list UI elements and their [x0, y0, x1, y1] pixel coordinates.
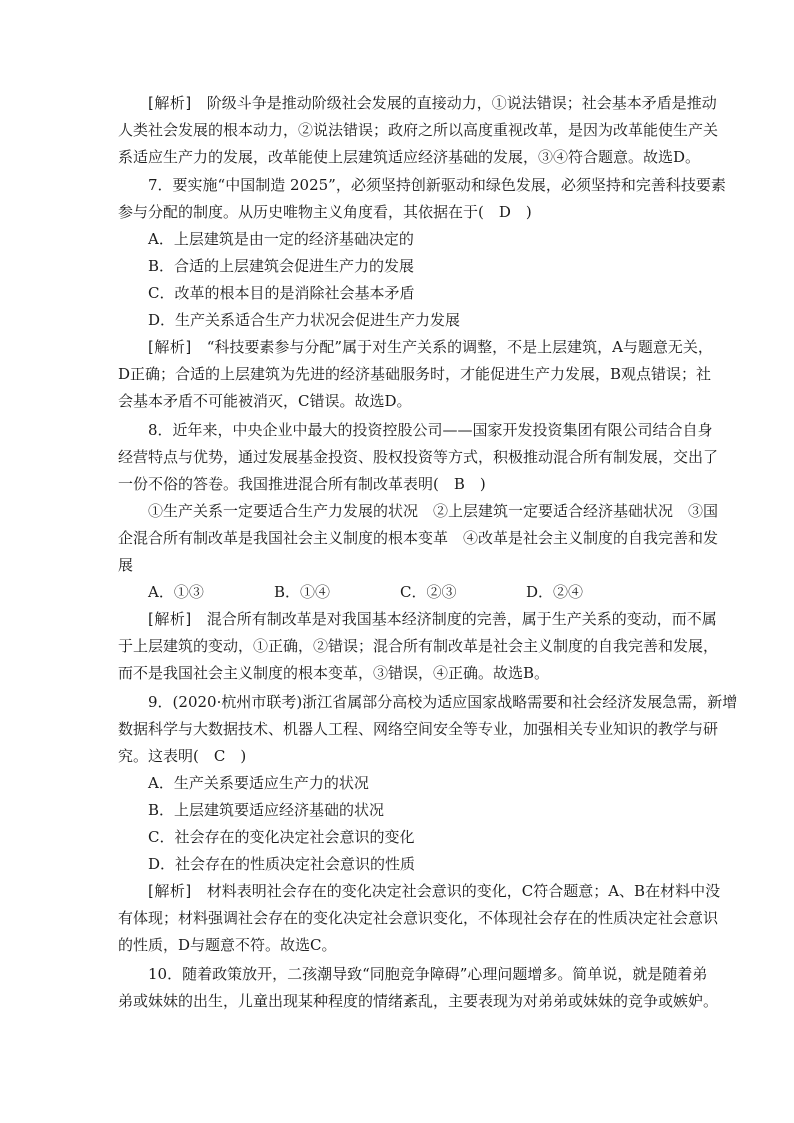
question-10: [118, 961, 719, 1015]
option-a: A．上层建筑是由一定的经济基础决定的: [148, 230, 414, 248]
analysis-line: 人类社会发展的根本动力，②说法错误；政府之所以高度重视改革，是因为改革能使生产关: [118, 121, 719, 139]
analysis-line: 会基本矛盾不可能被消灭，C错误。故选D。: [118, 392, 412, 410]
option-b: B．合适的上层建筑会促进生产力的发展: [148, 257, 415, 275]
statement-list: ①生产关系一定要适合生产力发展的状况 ②上层建筑一定要适合经济基础状况 ③国: [148, 502, 719, 520]
analysis-line: 有体现；材料强调社会存在的变化决定社会意识变化，不体现社会存在的性质决定社会意识: [118, 909, 719, 927]
option-c: C．改革的根本目的是消除社会基本矛盾: [148, 284, 415, 302]
question-stem: 数据科学与大数据技术、机器人工程、网络空间安全等专业，加强相关专业知识的教学与研: [118, 720, 719, 738]
question-8: [118, 417, 719, 687]
analysis-line: 系适应生产力的发展，改革能使上层建筑适应经济基础的发展，③④符合题意。故选D。: [118, 148, 701, 166]
option-a: A．①③: [148, 583, 204, 601]
question-7: [118, 172, 726, 415]
option-c: C．社会存在的变化决定社会意识的变化: [148, 828, 415, 846]
analysis-line: [解析] 阶级斗争是推动阶级社会发展的直接动力，①说法错误；社会基本矛盾是推动: [148, 94, 717, 112]
statement-list: 展: [118, 556, 134, 574]
option-d: D．生产关系适合生产力状况会促进生产力发展: [148, 311, 461, 329]
option-b: B．上层建筑要适应经济基础的状况: [148, 801, 385, 819]
analysis-label: [解析]: [148, 94, 192, 112]
analysis-q6: [118, 90, 719, 171]
question-stem: 8．近年来，中央企业中最大的投资控股公司——国家开发投资集团有限公司结合自身: [148, 421, 713, 439]
question-stem: 一份不俗的答卷。我国推进混合所有制改革表明( B ): [118, 475, 486, 493]
analysis-line: 于上层建筑的变动，①正确，②错误；混合所有制改革是社会主义制度的自我完善和发展，: [118, 637, 719, 655]
question-stem: 参与分配的制度。从历史唯物主义角度看，其依据在于( D ): [118, 203, 532, 221]
question-stem: 7．要实施“中国制造 2025”，必须坚持创新驱动和绿色发展，必须坚持和完善科技要素: [148, 176, 726, 194]
question-stem: 10．随着政策放开，二孩潮导致“同胞竞争障碍”心理问题增多。简单说，就是随着弟: [148, 965, 708, 983]
analysis-line: [解析] “科技要素参与分配”属于对生产关系的调整，不是上层建筑，A与题意无关，: [148, 338, 713, 356]
analysis-label: [解析]: [148, 882, 192, 900]
analysis-line: 而不是我国社会主义制度的根本变革，③错误，④正确。故选B。: [118, 664, 550, 682]
analysis-line: [解析] 混合所有制改革是对我国基本经济制度的完善，属于生产关系的变动，而不属: [148, 610, 717, 628]
option-a: A．生产关系要适应生产力的状况: [148, 774, 369, 792]
option-c: C．②③: [400, 583, 457, 601]
question-stem: 究。这表明( C ): [118, 747, 247, 765]
statement-list: 企混合所有制改革是我国社会主义制度的根本变革 ④改革是社会主义制度的自我完善和发: [118, 529, 719, 547]
analysis-line: 的性质，D与题意不符。故选C。: [118, 936, 337, 954]
analysis-label: [解析]: [148, 338, 192, 356]
option-row: [118, 579, 678, 606]
question-9: [118, 689, 738, 959]
question-stem: 经营特点与优势，通过发展基金投资、股权投资等方式，积极推动混合所有制发展，交出了: [118, 448, 719, 466]
analysis-label: [解析]: [148, 610, 192, 628]
analysis-line: D正确；合适的上层建筑为先进的经济基础服务时，才能促进生产力发展，B观点错误；社: [118, 365, 712, 383]
question-stem: 弟或妹妹的出生，儿童出现某种程度的情绪紊乱，主要表现为对弟弟或妹妹的竞争或嫉妒。: [118, 992, 719, 1010]
option-b: B．①④: [274, 583, 331, 601]
option-d: D．社会存在的性质决定社会意识的性质: [148, 855, 416, 873]
option-d: D．②④: [526, 583, 584, 601]
analysis-line: [解析] 材料表明社会存在的变化决定社会意识的变化，C符合题意；A、B在材料中没: [148, 882, 721, 900]
question-stem: 9．(2020·杭州市联考)浙江省属部分高校为适应国家战略需要和社会经济发展急需，新增: [148, 693, 738, 711]
